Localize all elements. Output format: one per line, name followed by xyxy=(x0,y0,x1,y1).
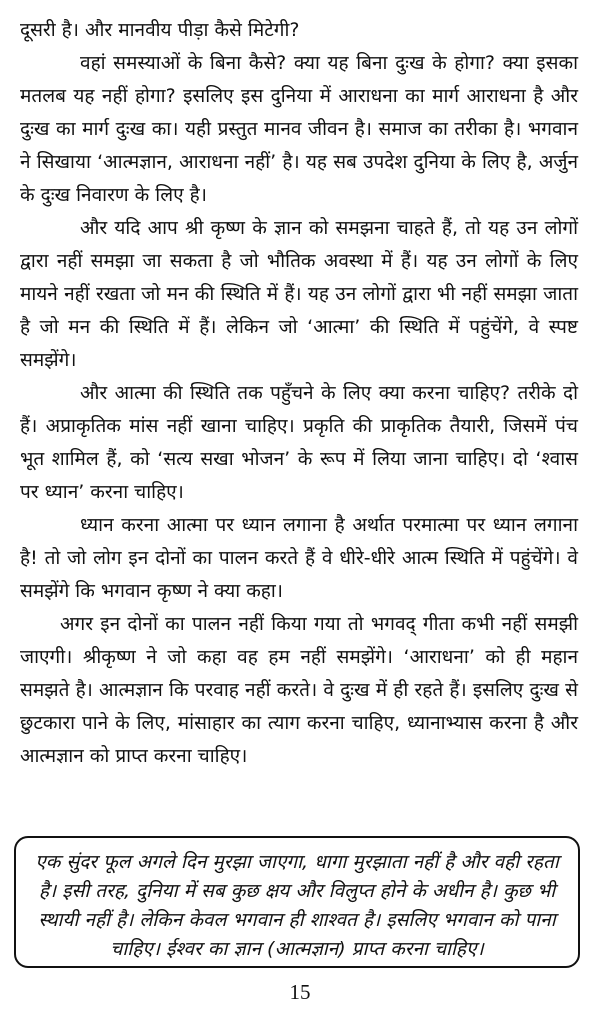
page-number: 15 xyxy=(289,980,311,1004)
paragraph-4: और आत्मा की स्थिति तक पहुँचने के लिए क्या करना चाहिए? तरीके दो हैं। अप्राकृतिक मांस नहीं खाना चाहिए। प्रकृति की प्राकृतिक तैयारी, जिसमें पंच भूत शामिल हैं, को ‘सत्य सखा भोजन’ के रूप में लिया जाना चाहिए। दो ‘श्वास पर ध्यान’ करना चाहिए। xyxy=(20,382,578,503)
paragraph-1: दूसरी है। और मानवीय पीड़ा कैसे मिटेगी? xyxy=(20,19,300,41)
paragraph-6: अगर इन दोनों का पालन नहीं किया गया तो भगवद् गीता कभी नहीं समझी जाएगी। श्रीकृष्ण ने जो कहा वह हम नहीं समझेंगे। ‘आराधना’ को ही महान समझते है। आत्मज्ञान कि परवाह नहीं करते। वे दुःख में ही रहते हैं। इसलिए दुःख से छुटकारा पाने के लिए, मांसाहार का त्याग करना चाहिए, ध्यानाभ्यास करना है और आत्मज्ञान को प्राप्त करना चाहिए। xyxy=(20,613,578,767)
paragraph-3: और यदि आप श्री कृष्ण के ज्ञान को समझना चाहते हैं, तो यह उन लोगों द्वारा नहीं समझा जा सकता है जो भौतिक अवस्था में हैं। यह उन लोगों के लिए मायने नहीं रखता जो मन की स्थिति में हैं। यह उन लोगों द्वारा भी नहीं समझा जाता है जो मन की स्थिति में हैं। लेकिन जो ‘आत्मा’ की स्थिति में पहुंचेंगे, वे स्पष्ट समझेंगे। xyxy=(20,217,578,371)
body-text xyxy=(20,14,578,773)
callout-text: एक सुंदर फूल अगले दिन मुरझा जाएगा, धागा मुरझाता नहीं है और वही रहता है। इसी तरह, दुनिया में सब कुछ क्षय और विलुप्त होने के अधीन है। कुछ भी स्थायी नहीं है। लेकिन केवल भगवान ही शाश्वत है। इसलिए भगवान को पाना चाहिए। ईश्वर का ज्ञान (आत्मज्ञान) प्राप्त करना चाहिए। xyxy=(35,851,559,960)
paragraph-5: ध्यान करना आत्मा पर ध्यान लगाना है अर्थात परमात्मा पर ध्यान लगाना है! तो जो लोग इन दोनों का पालन करते हैं वे धीरे-धीरे आत्म स्थिति में पहुंचेंगे। वे समझेंगे कि भगवान कृष्ण ने क्या कहा। xyxy=(20,514,578,602)
callout-box xyxy=(14,836,580,968)
paragraph-2: वहां समस्याओं के बिना कैसे? क्या यह बिना दुःख के होगा? क्या इसका मतलब यह नहीं होगा? इसलिए इस दुनिया में आराधना का मार्ग आराधना है और दुःख का मार्ग दुःख का। यही प्रस्तुत मानव जीवन है। समाज का तरीका है। भगवान ने सिखाया ‘आत्मज्ञान, आराधना नहीं’ है। यह सब उपदेश दुनिया के लिए है, अर्जुन के दुःख निवारण के लिए है। xyxy=(20,52,578,206)
